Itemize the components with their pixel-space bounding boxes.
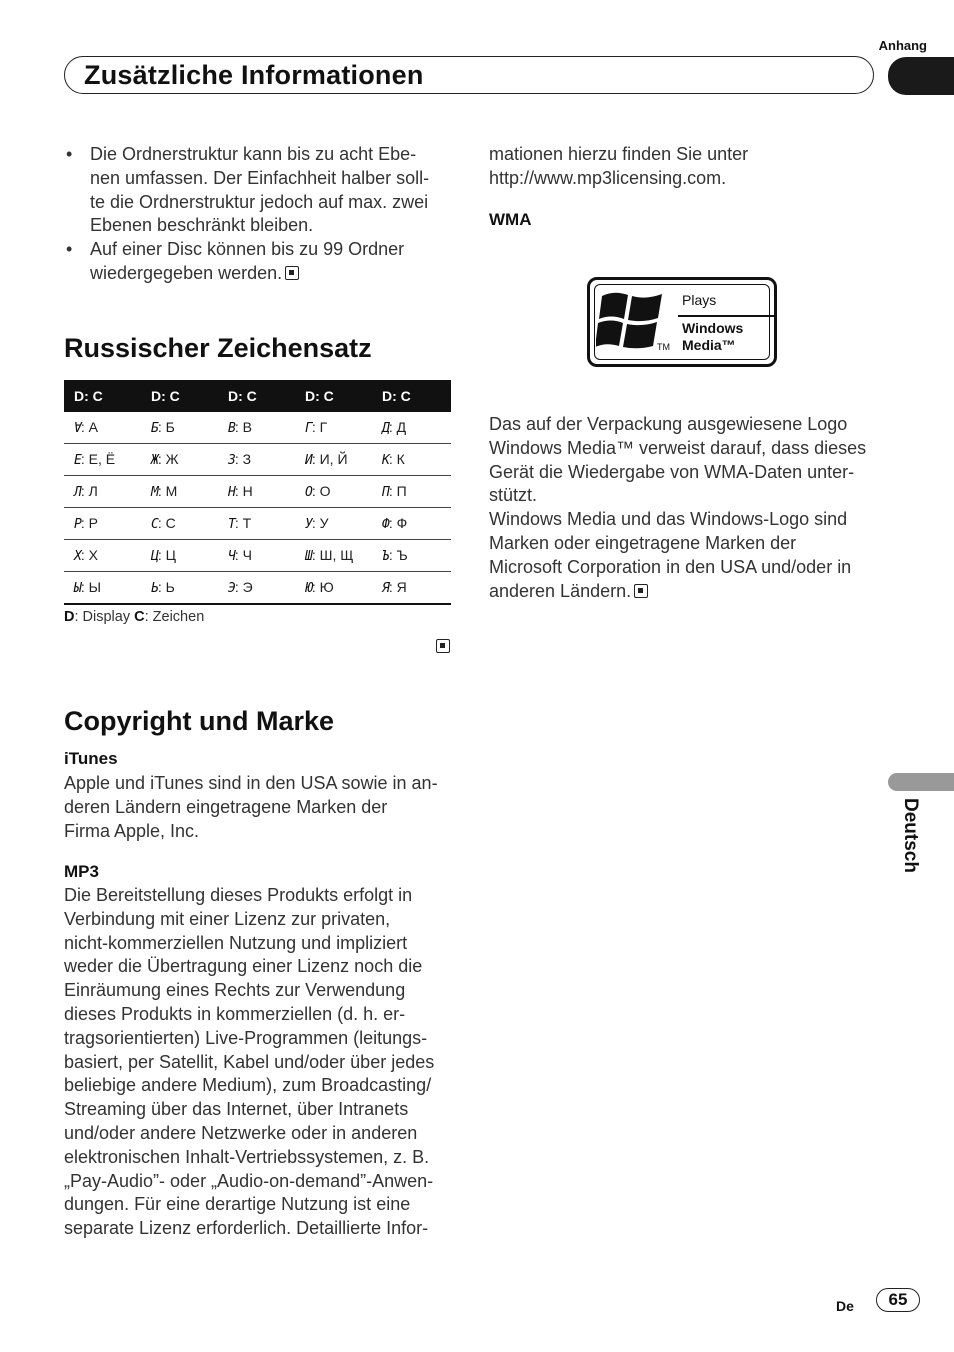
bullet-icon: •: [66, 239, 73, 260]
table-cell: [141, 476, 218, 508]
itunes-heading: iTunes: [64, 749, 118, 768]
text-line: Apple und iTunes sind in den USA sowie in an-: [64, 773, 438, 793]
character-value: : Ю: [311, 579, 334, 595]
table-cell: [295, 572, 372, 605]
table-row: [64, 476, 451, 508]
table-cell: [295, 412, 372, 444]
character-value: : П: [388, 483, 407, 499]
legend-c-text: : Zeichen: [144, 609, 205, 625]
wma-paragraph: [489, 413, 881, 603]
table-row: [64, 572, 451, 605]
bullet-line: Die Ordnerstruktur kann bis zu acht Ebe-: [90, 144, 417, 164]
display-glyph: Ɐ: [74, 421, 81, 436]
display-glyph: М: [151, 485, 158, 500]
logo-media-text: Media™: [682, 337, 736, 353]
text-line: Das auf der Verpackung ausgewiesene Logo: [489, 414, 848, 434]
display-glyph: Л: [74, 485, 81, 500]
table-cell: [372, 444, 451, 476]
display-glyph: Ц: [151, 549, 158, 564]
display-glyph: Ы: [74, 581, 81, 596]
display-glyph: К: [382, 453, 389, 468]
chapter-label: Anhang: [878, 38, 927, 53]
display-glyph: Н: [228, 485, 235, 500]
table-cell: [64, 476, 141, 508]
character-value: : Н: [234, 483, 253, 499]
character-value: : З: [234, 451, 252, 467]
character-value: : Р: [80, 515, 98, 531]
display-glyph: Я: [382, 581, 389, 596]
bullet-line: [90, 262, 454, 286]
character-value: : И, Й: [311, 451, 348, 467]
character-value: : О: [311, 483, 331, 499]
end-of-section-icon: [634, 584, 648, 598]
table-cell: [295, 476, 372, 508]
bullet-line: te die Ordnerstruktur jedoch auf max. zwei: [90, 191, 429, 212]
table-cell: [141, 508, 218, 540]
end-of-section-icon: [436, 639, 450, 653]
display-glyph: Ж: [151, 453, 158, 468]
section-title: Zusätzliche Informationen: [84, 60, 424, 90]
wma-heading: WMA: [489, 210, 532, 229]
logo-divider: [678, 315, 774, 317]
display-glyph: Э: [228, 581, 235, 596]
display-glyph: Ь: [151, 581, 158, 596]
character-value: : Ч: [234, 547, 252, 563]
mp3-continued-paragraph: [489, 143, 879, 191]
text-line: „Pay-Audio”- oder „Audio-on-demand”-Anwen-: [64, 1170, 434, 1191]
language-label: Deutsch: [900, 798, 921, 873]
table-cell: [295, 540, 372, 572]
text-line: elektronischen Inhalt-Vertriebssystemen, z. B.: [64, 1146, 430, 1167]
table-cell: [372, 540, 451, 572]
display-glyph: И: [305, 453, 312, 468]
logo-windows-text: Windows: [682, 320, 744, 336]
copyright-heading: Copyright und Marke: [64, 706, 335, 736]
table-row: [64, 540, 451, 572]
table-cell: [372, 476, 451, 508]
column-header: D: C: [141, 380, 218, 412]
page-number: 65: [876, 1288, 920, 1312]
display-glyph: В: [228, 421, 235, 436]
text-line: basiert, per Satellit, Kabel und/oder über jedes: [64, 1051, 435, 1072]
character-value: : У: [311, 515, 329, 531]
character-value: : Б: [157, 419, 175, 435]
table-cell: [218, 444, 295, 476]
text-line: separate Lizenz erforderlich. Detaillierte Infor-: [64, 1218, 429, 1239]
mp3-heading: MP3: [64, 862, 99, 881]
text-line: Verbindung mit einer Lizenz zur privaten,: [64, 908, 391, 929]
table-row: [64, 412, 451, 444]
text-line: Die Bereitstellung dieses Produkts erfolgt in: [64, 885, 413, 905]
display-glyph: Р: [74, 517, 81, 532]
character-value: : Ц: [157, 547, 176, 563]
itunes-paragraph: [64, 772, 456, 843]
character-value: : Е, Ё: [80, 451, 116, 467]
table-cell: [372, 572, 451, 605]
character-value: : Ж: [157, 451, 179, 467]
display-glyph: О: [305, 485, 312, 500]
display-glyph: С: [151, 517, 158, 532]
display-glyph: П: [382, 485, 389, 500]
character-value: : Т: [234, 515, 252, 531]
legend-d-text: : Display: [74, 609, 135, 625]
text-line: Streaming über das Internet, über Intranets: [64, 1099, 409, 1120]
mp3-paragraph: [64, 884, 456, 1241]
display-glyph: Е: [74, 453, 81, 468]
table-row: [64, 444, 451, 476]
character-value: : К: [388, 451, 405, 467]
footer-language: De: [836, 1298, 854, 1314]
bullet-line: nen umfassen. Der Einfachheit halber soll-: [90, 167, 430, 188]
language-tab: [888, 773, 954, 791]
windows-media-logo: [587, 277, 777, 367]
character-value: : Д: [388, 419, 407, 435]
bullet-line: Ebenen beschränkt bleiben.: [90, 215, 314, 236]
display-glyph: Ш: [305, 549, 312, 564]
text-line: beliebige andere Medium), zum Broadcasting/: [64, 1075, 432, 1096]
character-value: : В: [234, 419, 252, 435]
column-header: D: C: [295, 380, 372, 412]
table-row: [64, 508, 451, 540]
table-cell: [64, 540, 141, 572]
text-line: Microsoft Corporation in den USA und/oder in: [489, 556, 852, 577]
logo-tm-text: TM: [657, 342, 670, 352]
display-glyph: У: [305, 517, 312, 532]
text-line: Windows Media™ verweist darauf, dass dieses: [489, 437, 867, 458]
text-line: Firma Apple, Inc.: [64, 820, 200, 841]
character-value: : С: [157, 515, 176, 531]
charset-table: [64, 380, 451, 605]
display-glyph: Г: [305, 421, 312, 436]
table-cell: [295, 444, 372, 476]
text-line: dieses Produkts in kommerziellen (d. h. er-: [64, 1003, 406, 1024]
table-cell: [218, 572, 295, 605]
text-line: Marken oder eingetragene Marken der: [489, 532, 797, 553]
text-line: mationen hierzu finden Sie unter: [489, 144, 749, 164]
text-line: deren Ländern eingetragene Marken der: [64, 796, 388, 817]
column-header: D: C: [64, 380, 141, 412]
table-cell: [141, 540, 218, 572]
character-value: : Ы: [80, 579, 102, 595]
table-header-row: [64, 380, 451, 412]
character-value: : Л: [80, 483, 98, 499]
table-cell: [64, 508, 141, 540]
table-cell: [218, 412, 295, 444]
bullet-list: [64, 143, 454, 286]
list-item: [64, 143, 454, 238]
character-value: : Х: [80, 547, 98, 563]
table-cell: [64, 412, 141, 444]
character-value: : Ф: [388, 515, 408, 531]
text-line-text: anderen Ländern.: [489, 580, 632, 601]
table-cell: [295, 508, 372, 540]
table-cell: [141, 412, 218, 444]
character-value: : Г: [311, 419, 328, 435]
logo-plays-text: Plays: [682, 292, 717, 308]
list-item: [64, 238, 454, 286]
table-cell: [64, 444, 141, 476]
character-value: : Ъ: [388, 547, 408, 563]
display-glyph: Ф: [382, 517, 389, 532]
table-cell: [372, 508, 451, 540]
legend-c: C: [134, 609, 145, 625]
table-legend: [64, 609, 204, 625]
display-glyph: З: [228, 453, 235, 468]
bullet-line: Auf einer Disc können bis zu 99 Ordner: [90, 239, 405, 260]
character-value: : Ь: [157, 579, 175, 595]
display-glyph: Ъ: [382, 549, 389, 564]
text-line: Gerät die Wiedergabe von WMA-Daten unter-: [489, 461, 855, 482]
end-of-section-icon: [285, 266, 299, 280]
character-value: : Э: [234, 579, 253, 595]
display-glyph: Т: [228, 517, 235, 532]
display-glyph: Б: [151, 421, 158, 436]
legend-d: D: [64, 609, 75, 625]
character-value: : Ш, Щ: [311, 547, 354, 563]
column-header: D: C: [218, 380, 295, 412]
chapter-tab: [888, 57, 954, 95]
bullet-line-text: wiedergegeben werden.: [90, 262, 283, 283]
text-line: Einräumung eines Rechts zur Verwendung: [64, 980, 406, 1001]
display-glyph: Х: [74, 549, 81, 564]
text-line: weder die Übertragung einer Lizenz noch die: [64, 956, 423, 977]
display-glyph: Д: [382, 421, 389, 436]
table-cell: [141, 572, 218, 605]
table-cell: [372, 412, 451, 444]
table-cell: [218, 476, 295, 508]
bullet-icon: •: [66, 144, 73, 164]
table-cell: [218, 508, 295, 540]
table-cell: [218, 540, 295, 572]
display-glyph: Ч: [228, 549, 235, 564]
text-line: nicht-kommerziellen Nutzung und impliziert: [64, 932, 408, 953]
character-value: : А: [80, 419, 98, 435]
display-glyph: Ю: [305, 581, 312, 596]
text-line: und/oder andere Netzwerke oder in anderen: [64, 1122, 418, 1143]
russian-charset-heading: Russischer Zeichensatz: [64, 333, 372, 363]
table-cell: [141, 444, 218, 476]
text-line: Windows Media und das Windows-Logo sind: [489, 509, 848, 530]
text-line: http://www.mp3licensing.com.: [489, 167, 727, 188]
text-line: dungen. Für eine derartige Nutzung ist eine: [64, 1194, 411, 1215]
table-cell: [64, 572, 141, 605]
character-value: : Я: [388, 579, 407, 595]
text-line: [489, 580, 881, 604]
text-line: stützt.: [489, 485, 538, 506]
character-value: : М: [157, 483, 178, 499]
column-header: D: C: [372, 380, 451, 412]
text-line: tragsorientierten) Live-Programmen (leitungs-: [64, 1027, 428, 1048]
